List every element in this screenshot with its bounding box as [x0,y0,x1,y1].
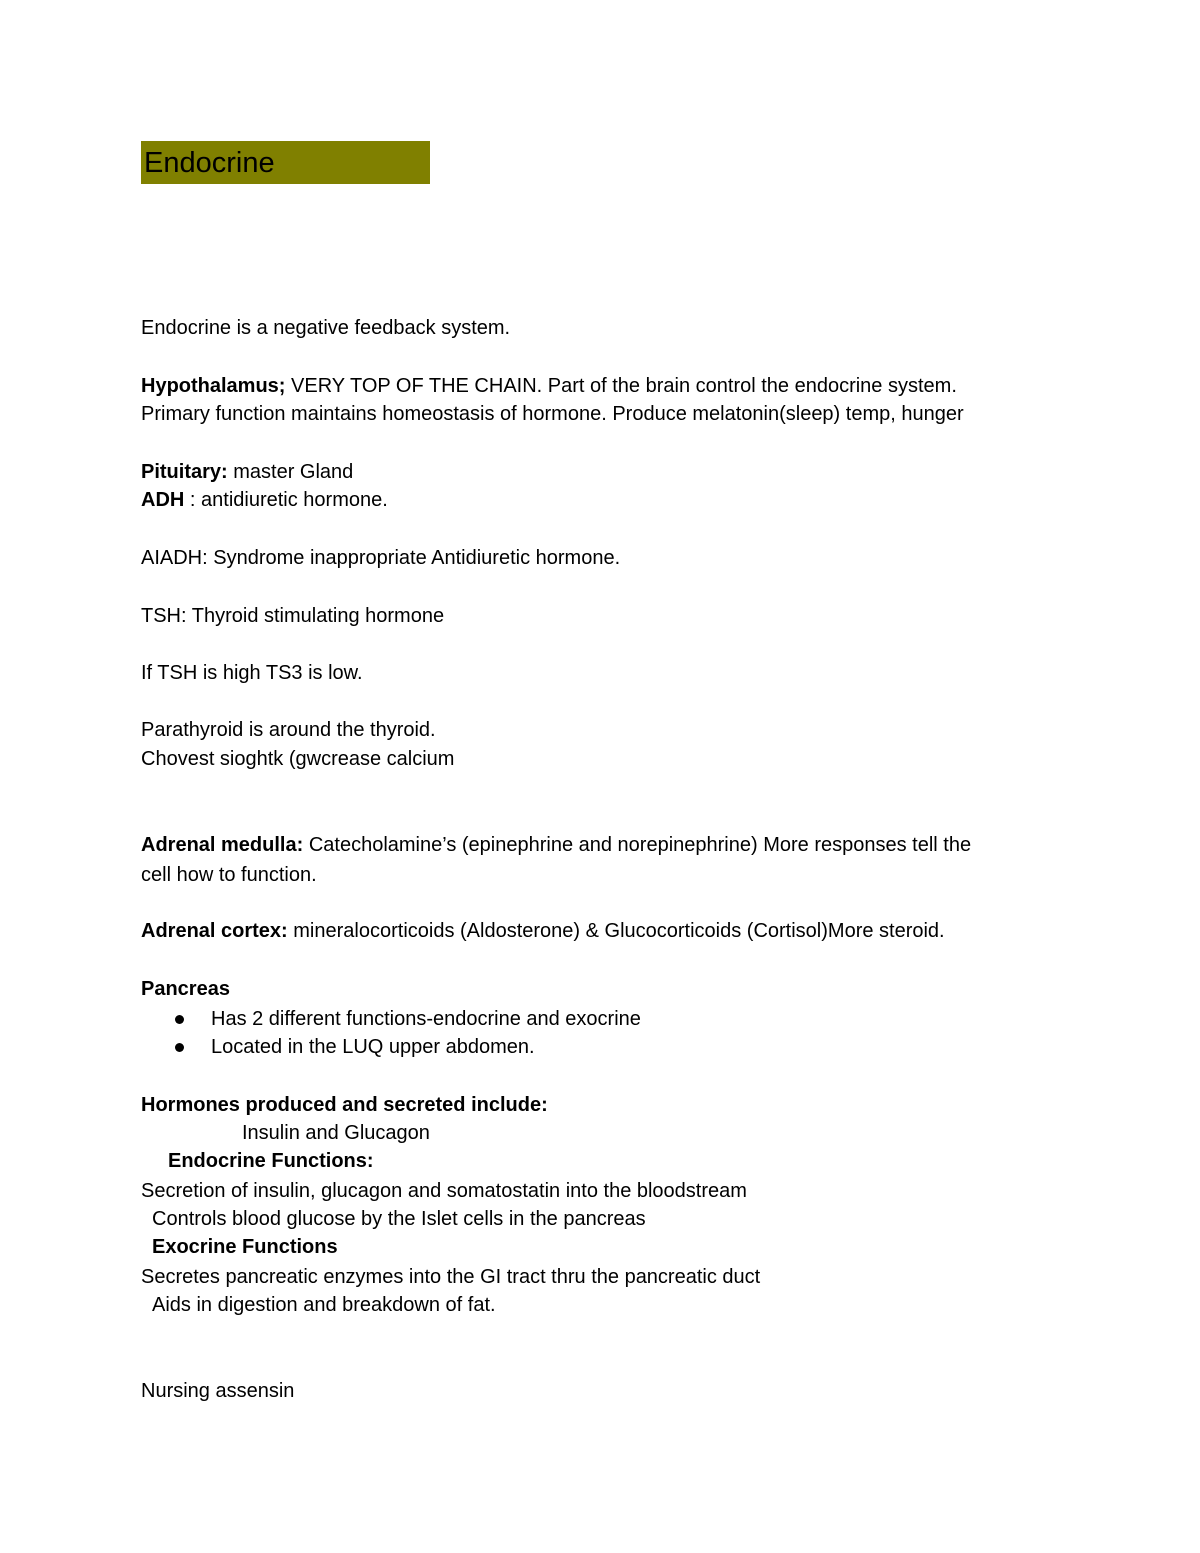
hypothalamus-line-2: Primary function maintains homeostasis of hormone. Produce melatonin(sleep) temp, hunger [141,403,964,425]
adh-text: : antidiuretic hormone. [184,489,388,511]
adrenal-cortex-label: Adrenal cortex: [141,920,288,942]
pituitary-text: master Gland [227,461,354,483]
controls-line: Controls blood glucose by the Islet cells in the pancreas [152,1208,646,1230]
adh-line [141,486,388,514]
adh-label: ADH [141,489,185,511]
aids-line: Aids in digestion and breakdown of fat. [152,1294,496,1316]
tsh-high-line: If TSH is high TS3 is low. [141,662,363,684]
adrenal-medulla-label: Adrenal medulla: [141,834,304,856]
tsh-line: TSH: Thyroid stimulating hormone [141,605,445,627]
adrenal-cortex-line [141,917,945,945]
insulin-line: Insulin and Glucagon [242,1122,430,1144]
hypothalamus-label: Hypothalamus; [141,375,286,397]
pancreas-heading: Pancreas [141,978,230,1000]
secretion-line: Secretion of insulin, glucagon and somatostatin into the bloodstream [141,1180,747,1202]
nursing-line: Nursing assensin [141,1380,295,1402]
hypothalamus-text: VERY TOP OF THE CHAIN. Part of the brain control the endocrine system. [285,375,957,397]
list-item: Located in the LUQ upper abdomen. [211,1036,535,1058]
adrenal-medulla-line-2: cell how to function. [141,864,317,886]
adrenal-cortex-text: mineralocorticoids (Aldosterone) & Glucocorticoids (Cortisol)More steroid. [287,920,945,942]
siadh-line: AIADH: Syndrome inappropriate Antidiuretic hormone. [141,547,621,569]
hormones-heading: Hormones produced and secreted include: [141,1094,548,1116]
adrenal-medulla-line [141,831,971,859]
intro-line: Endocrine is a negative feedback system. [141,317,511,339]
secretes-line: Secretes pancreatic enzymes into the GI tract thru the pancreatic duct [141,1266,761,1288]
pituitary-line [141,458,353,486]
bullet-icon [175,1043,184,1052]
hypothalamus-line [141,372,957,400]
exocrine-functions-heading: Exocrine Functions [152,1236,338,1258]
chovest-line: Chovest sioghtk (gwcrease calcium [141,748,455,770]
adrenal-medulla-text: Catecholamine’s (epinephrine and norepinephrine) More responses tell the [303,834,972,856]
page-title: Endocrine [144,147,275,179]
endocrine-functions-heading: Endocrine Functions: [168,1150,374,1172]
bullet-icon [175,1015,184,1024]
pituitary-label: Pituitary: [141,461,228,483]
parathyroid-line: Parathyroid is around the thyroid. [141,719,436,741]
list-item: Has 2 different functions-endocrine and exocrine [211,1008,641,1030]
